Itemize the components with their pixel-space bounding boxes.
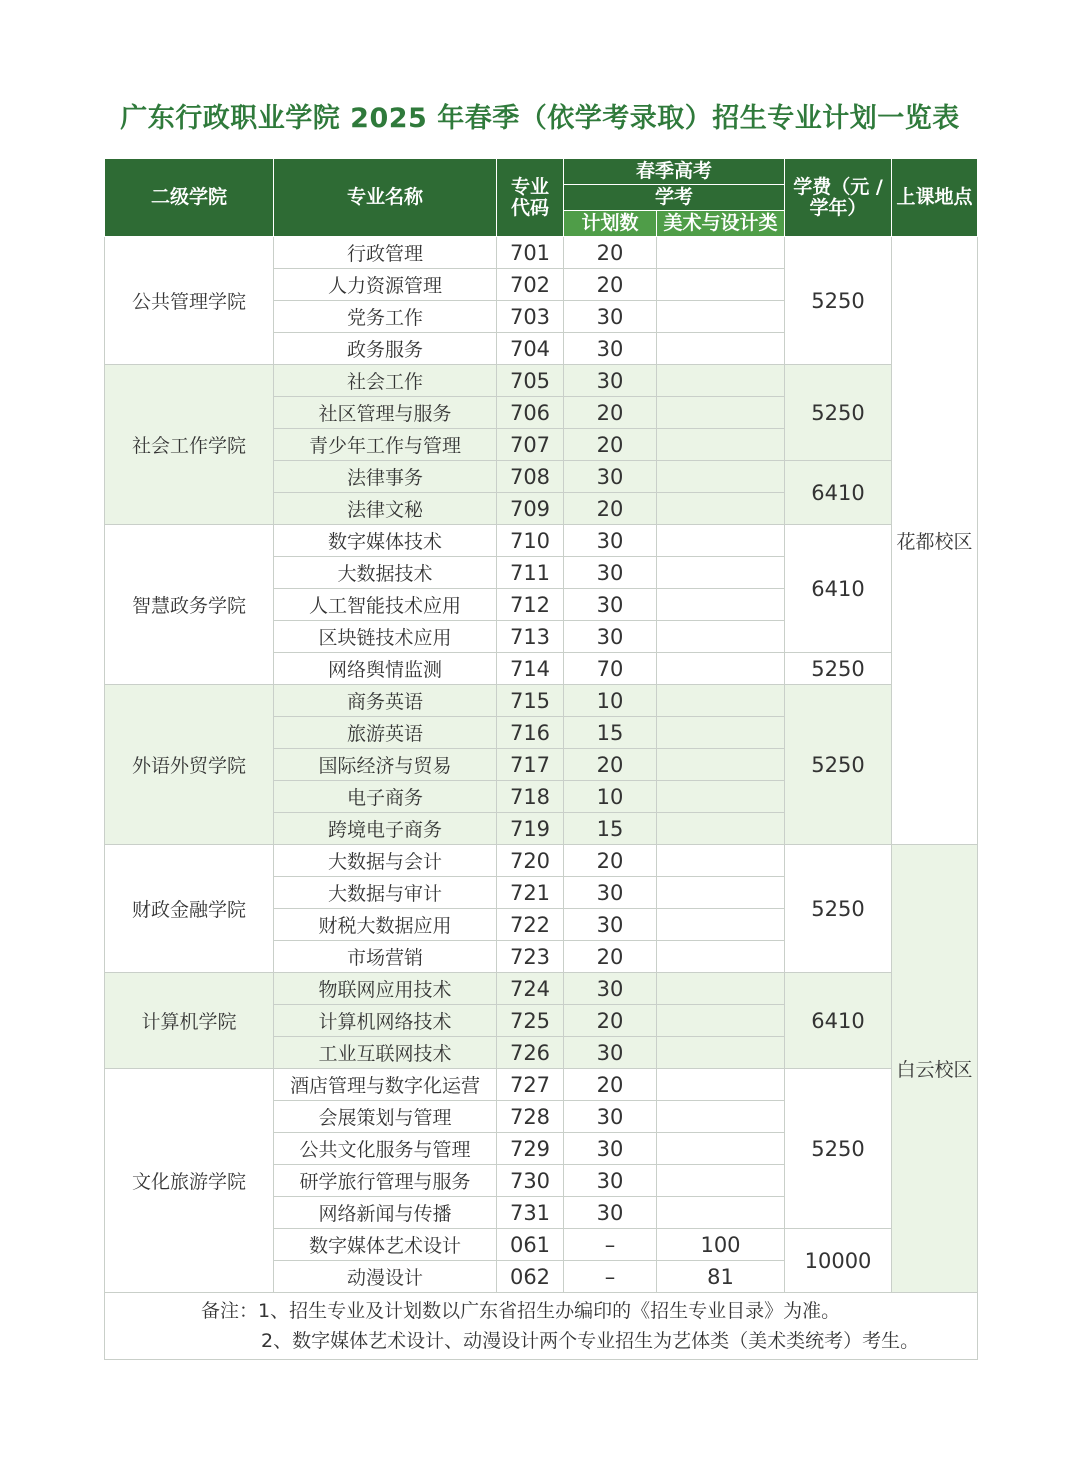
table-row: [105, 845, 978, 877]
header-art-design: 美术与设计类: [657, 211, 785, 237]
major-cell: 财税大数据应用: [274, 909, 497, 941]
plan-cell: 30: [564, 1165, 657, 1197]
art-design-cell: [657, 301, 785, 333]
major-cell: 党务工作: [274, 301, 497, 333]
school-cell: 智慧政务学院: [105, 525, 274, 685]
plan-cell: 30: [564, 1133, 657, 1165]
table-row: [105, 685, 978, 717]
plan-cell: 20: [564, 941, 657, 973]
code-cell: 728: [497, 1101, 564, 1133]
major-cell: 区块链技术应用: [274, 621, 497, 653]
fee-cell: 6410: [785, 973, 892, 1069]
note-line-1: 备注：1、招生专业及计划数以广东省招生办编印的《招生专业目录》为准。: [201, 1300, 841, 1322]
table-row: [105, 1069, 978, 1101]
plan-cell: 20: [564, 749, 657, 781]
fee-cell: 6410: [785, 461, 892, 525]
art-design-cell: [657, 1037, 785, 1069]
code-cell: 726: [497, 1037, 564, 1069]
plan-cell: 15: [564, 813, 657, 845]
code-cell: 724: [497, 973, 564, 1005]
school-cell: 财政金融学院: [105, 845, 274, 973]
art-design-cell: [657, 621, 785, 653]
major-cell: 研学旅行管理与服务: [274, 1165, 497, 1197]
art-design-cell: [657, 237, 785, 269]
plan-cell: 30: [564, 909, 657, 941]
header-campus: 上课地点: [892, 159, 978, 237]
code-cell: 715: [497, 685, 564, 717]
plan-cell: 70: [564, 653, 657, 685]
fee-cell: 5250: [785, 685, 892, 845]
table-header: [105, 159, 978, 237]
plan-cell: 20: [564, 429, 657, 461]
code-cell: 718: [497, 781, 564, 813]
code-cell: 702: [497, 269, 564, 301]
plan-cell: 20: [564, 1005, 657, 1037]
code-cell: 711: [497, 557, 564, 589]
major-cell: 法律文秘: [274, 493, 497, 525]
code-cell: 721: [497, 877, 564, 909]
plan-cell: 30: [564, 1037, 657, 1069]
plan-cell: 30: [564, 1101, 657, 1133]
code-cell: 704: [497, 333, 564, 365]
code-cell: 713: [497, 621, 564, 653]
table-row: [105, 973, 978, 1005]
art-design-cell: [657, 1197, 785, 1229]
header-code: 专业代码: [497, 159, 564, 237]
fee-cell: 5250: [785, 845, 892, 973]
major-cell: 数字媒体技术: [274, 525, 497, 557]
footnote: [105, 1293, 978, 1360]
plan-cell: 15: [564, 717, 657, 749]
plan-cell: 20: [564, 845, 657, 877]
art-design-cell: [657, 1133, 785, 1165]
code-cell: 714: [497, 653, 564, 685]
plan-cell: 20: [564, 1069, 657, 1101]
table-body: [105, 237, 978, 1293]
major-cell: 大数据与会计: [274, 845, 497, 877]
art-design-cell: [657, 1005, 785, 1037]
fee-cell: 10000: [785, 1229, 892, 1293]
code-cell: 712: [497, 589, 564, 621]
plan-cell: 20: [564, 237, 657, 269]
enrollment-plan-table: [104, 158, 978, 1360]
art-design-cell: [657, 877, 785, 909]
table-row: [105, 365, 978, 397]
code-cell: 725: [497, 1005, 564, 1037]
major-cell: 动漫设计: [274, 1261, 497, 1293]
code-cell: 701: [497, 237, 564, 269]
code-cell: 061: [497, 1229, 564, 1261]
art-design-cell: [657, 813, 785, 845]
art-design-cell: [657, 717, 785, 749]
art-design-cell: [657, 397, 785, 429]
major-cell: 公共文化服务与管理: [274, 1133, 497, 1165]
art-design-cell: [657, 941, 785, 973]
code-cell: 723: [497, 941, 564, 973]
code-cell: 719: [497, 813, 564, 845]
code-cell: 705: [497, 365, 564, 397]
art-design-cell: 81: [657, 1261, 785, 1293]
fee-cell: 5250: [785, 1069, 892, 1229]
major-cell: 计算机网络技术: [274, 1005, 497, 1037]
major-cell: 社区管理与服务: [274, 397, 497, 429]
fee-cell: 5250: [785, 653, 892, 685]
header-plan-count: 计划数: [564, 211, 657, 237]
major-cell: 行政管理: [274, 237, 497, 269]
art-design-cell: [657, 589, 785, 621]
art-design-cell: [657, 525, 785, 557]
plan-cell: 30: [564, 365, 657, 397]
plan-cell: 30: [564, 1197, 657, 1229]
major-cell: 酒店管理与数字化运营: [274, 1069, 497, 1101]
code-cell: 710: [497, 525, 564, 557]
plan-cell: 10: [564, 781, 657, 813]
plan-cell: 30: [564, 461, 657, 493]
major-cell: 国际经济与贸易: [274, 749, 497, 781]
code-cell: 717: [497, 749, 564, 781]
campus-cell: 白云校区: [892, 845, 978, 1293]
note-line-2: 2、数字媒体艺术设计、动漫设计两个专业招生为艺体类（美术类统考）考生。: [261, 1330, 920, 1352]
major-cell: 网络舆情监测: [274, 653, 497, 685]
art-design-cell: [657, 493, 785, 525]
art-design-cell: [657, 365, 785, 397]
art-design-cell: [657, 973, 785, 1005]
plan-cell: 20: [564, 397, 657, 429]
code-cell: 707: [497, 429, 564, 461]
art-design-cell: [657, 781, 785, 813]
school-cell: 计算机学院: [105, 973, 274, 1069]
plan-cell: 30: [564, 877, 657, 909]
plan-cell: 30: [564, 621, 657, 653]
major-cell: 市场营销: [274, 941, 497, 973]
major-cell: 政务服务: [274, 333, 497, 365]
major-cell: 跨境电子商务: [274, 813, 497, 845]
fee-cell: 5250: [785, 365, 892, 461]
plan-cell: 30: [564, 301, 657, 333]
plan-cell: 20: [564, 269, 657, 301]
art-design-cell: [657, 429, 785, 461]
code-cell: 709: [497, 493, 564, 525]
fee-cell: 6410: [785, 525, 892, 653]
table-row: [105, 525, 978, 557]
plan-cell: 30: [564, 557, 657, 589]
code-cell: 730: [497, 1165, 564, 1197]
plan-cell: –: [564, 1229, 657, 1261]
campus-cell: 花都校区: [892, 237, 978, 845]
header-school: 二级学院: [105, 159, 274, 237]
plan-cell: –: [564, 1261, 657, 1293]
code-cell: 731: [497, 1197, 564, 1229]
major-cell: 工业互联网技术: [274, 1037, 497, 1069]
art-design-cell: 100: [657, 1229, 785, 1261]
fee-cell: 5250: [785, 237, 892, 365]
art-design-cell: [657, 1101, 785, 1133]
header-major: 专业名称: [274, 159, 497, 237]
major-cell: 数字媒体艺术设计: [274, 1229, 497, 1261]
major-cell: 社会工作: [274, 365, 497, 397]
table-row: [105, 237, 978, 269]
major-cell: 旅游英语: [274, 717, 497, 749]
code-cell: 727: [497, 1069, 564, 1101]
major-cell: 大数据与审计: [274, 877, 497, 909]
art-design-cell: [657, 1069, 785, 1101]
major-cell: 法律事务: [274, 461, 497, 493]
art-design-cell: [657, 845, 785, 877]
plan-cell: 30: [564, 333, 657, 365]
art-design-cell: [657, 909, 785, 941]
code-cell: 708: [497, 461, 564, 493]
code-cell: 722: [497, 909, 564, 941]
plan-cell: 20: [564, 493, 657, 525]
header-xuekao: 学考: [564, 185, 785, 211]
major-cell: 网络新闻与传播: [274, 1197, 497, 1229]
code-cell: 729: [497, 1133, 564, 1165]
school-cell: 公共管理学院: [105, 237, 274, 365]
plan-cell: 30: [564, 973, 657, 1005]
major-cell: 商务英语: [274, 685, 497, 717]
art-design-cell: [657, 749, 785, 781]
major-cell: 大数据技术: [274, 557, 497, 589]
plan-cell: 30: [564, 589, 657, 621]
school-cell: 外语外贸学院: [105, 685, 274, 845]
header-fee: 学费（元 / 学年）: [785, 159, 892, 237]
art-design-cell: [657, 1165, 785, 1197]
plan-cell: 10: [564, 685, 657, 717]
school-cell: 社会工作学院: [105, 365, 274, 525]
header-spring-exam: 春季高考: [564, 159, 785, 185]
major-cell: 青少年工作与管理: [274, 429, 497, 461]
major-cell: 电子商务: [274, 781, 497, 813]
school-cell: 文化旅游学院: [105, 1069, 274, 1293]
art-design-cell: [657, 685, 785, 717]
code-cell: 706: [497, 397, 564, 429]
art-design-cell: [657, 557, 785, 589]
major-cell: 物联网应用技术: [274, 973, 497, 1005]
code-cell: 716: [497, 717, 564, 749]
major-cell: 人工智能技术应用: [274, 589, 497, 621]
code-cell: 062: [497, 1261, 564, 1293]
major-cell: 会展策划与管理: [274, 1101, 497, 1133]
page-title: 广东行政职业学院 2025 年春季（依学考录取）招生专业计划一览表: [120, 103, 960, 134]
art-design-cell: [657, 333, 785, 365]
plan-cell: 30: [564, 525, 657, 557]
major-cell: 人力资源管理: [274, 269, 497, 301]
code-cell: 720: [497, 845, 564, 877]
code-cell: 703: [497, 301, 564, 333]
art-design-cell: [657, 269, 785, 301]
art-design-cell: [657, 461, 785, 493]
art-design-cell: [657, 653, 785, 685]
